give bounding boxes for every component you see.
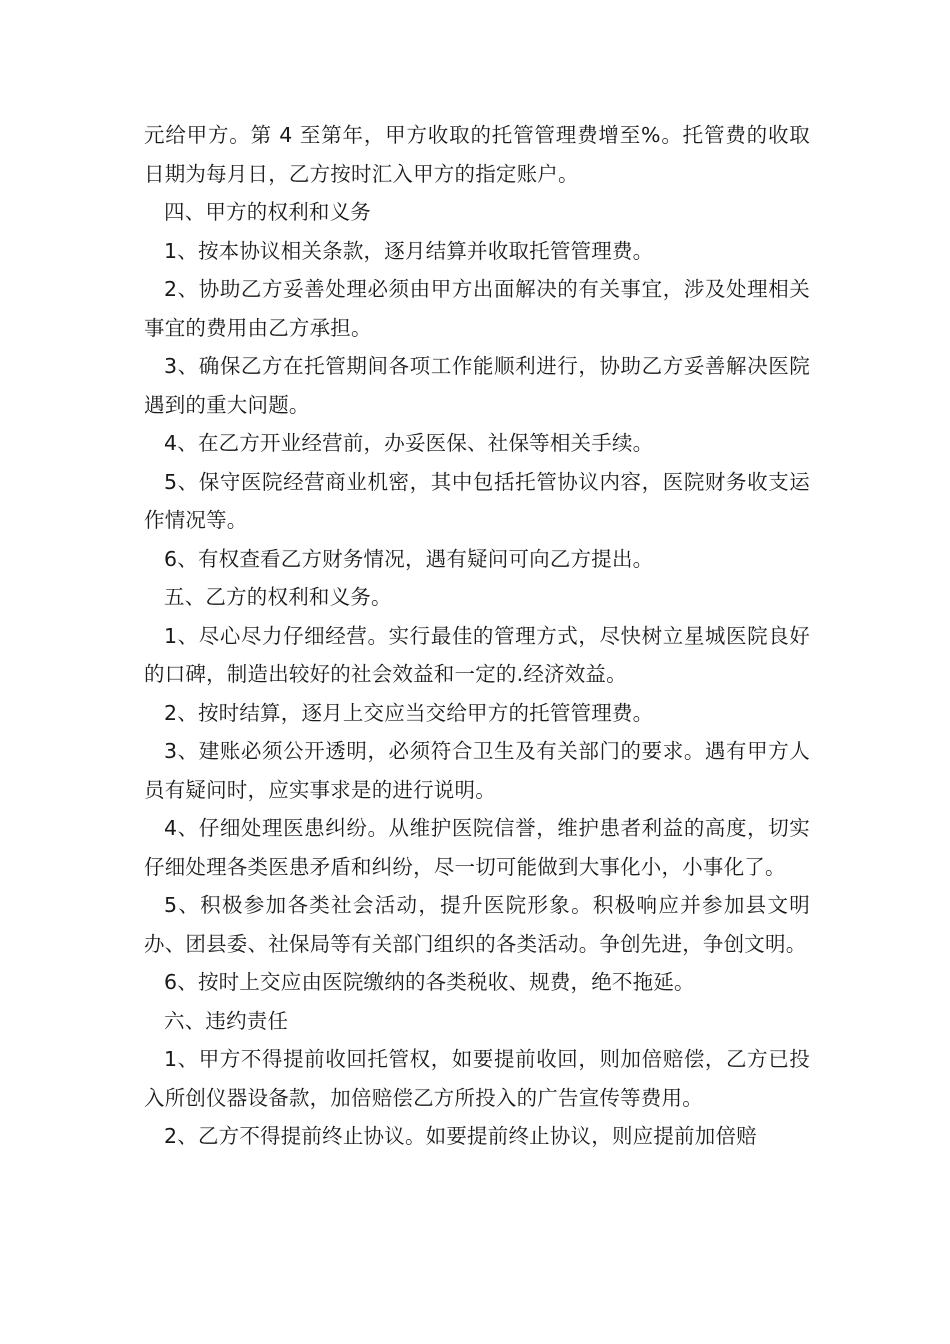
- paragraph: 元给甲方。第 4 至第年，甲方收取的托管管理费增至%。托管费的收取日期为每月日，乙方按时汇入甲方的指定账户。: [144, 123, 810, 186]
- section-heading: 四、甲方的权利和义务: [164, 200, 371, 224]
- section-heading: 五、乙方的权利和义务。: [164, 585, 392, 609]
- paragraph: 6、按时上交应由医院缴纳的各类税收、规费，绝不拖延。: [164, 970, 695, 994]
- paragraph: 1、甲方不得提前收回托管权，如要提前收回，则加倍赔偿，乙方已投入所创仪器设备款，加倍赔偿乙方所投入的广告宣传等费用。: [144, 1047, 810, 1110]
- paragraph: 2、按时结算，逐月上交应当交给甲方的托管管理费。: [164, 700, 654, 725]
- paragraph: 3、建账必须公开透明，必须符合卫生及有关部门的要求。遇有甲方人员有疑问时，应实事求是的进行说明。: [144, 739, 810, 802]
- paragraph: 2、协助乙方妥善处理必须由甲方出面解决的有关事宜，涉及处理相关事宜的费用由乙方承担。: [144, 277, 810, 340]
- section-heading: 六、违约责任: [164, 1008, 289, 1033]
- paragraph: 6、有权查看乙方财务情况，遇有疑问可向乙方提出。: [164, 546, 654, 571]
- paragraph: 1、按本协议相关条款，逐月结算并收取托管管理费。: [164, 238, 654, 263]
- paragraph: 3、确保乙方在托管期间各项工作能顺利进行，协助乙方妥善解决医院遇到的重大问题。: [144, 354, 810, 417]
- paragraph: 1、尽心尽力仔细经营。实行最佳的管理方式，尽快树立星城医院良好的口碑，制造出较好的社会效益和一定的.经济效益。: [144, 623, 810, 686]
- paragraph: 4、仔细处理医患纠纷。从维护医院信誉，维护患者利益的高度，切实仔细处理各类医患矛盾和纠纷，尽一切可能做到大事化小，小事化了。: [144, 816, 810, 879]
- paragraph: 5、积极参加各类社会活动，提升医院形象。积极响应并参加县文明办、团县委、社保局等有关部门组织的各类活动。争创先进，争创文明。: [144, 893, 810, 956]
- document-body: [144, 116, 810, 1156]
- paragraph: 5、保守医院经营商业机密，其中包括托管协议内容，医院财务收支运作情况等。: [144, 469, 810, 532]
- paragraph: 4、在乙方开业经营前，办妥医保、社保等相关手续。: [164, 431, 654, 455]
- paragraph: 2、乙方不得提前终止协议。如要提前终止协议，则应提前加倍赔: [164, 1124, 757, 1148]
